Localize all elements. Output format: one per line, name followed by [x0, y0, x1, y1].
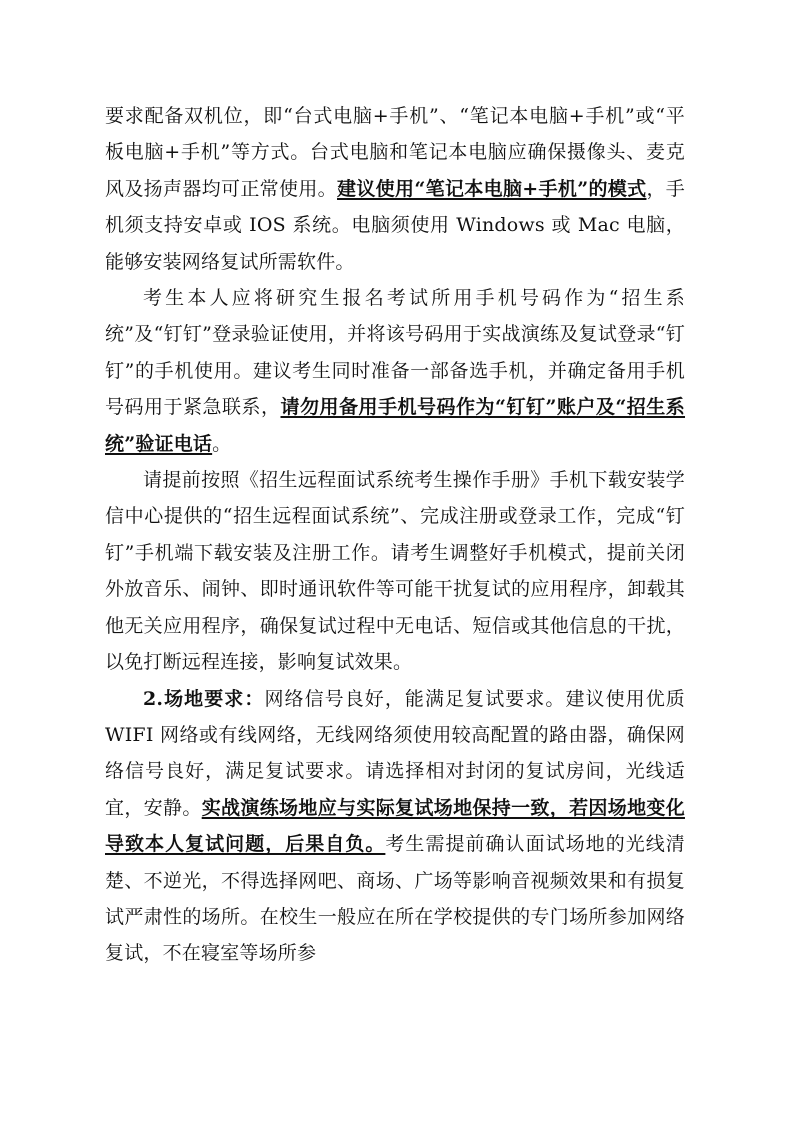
text-run: 要求配备双机位，即“台式电脑+手机”、“笔记本电脑+手机”或“平板电脑+手机”等方式。台式电脑和笔记本电脑应确保摄像头、麦克风及扬声器均可正常使用。	[105, 105, 685, 200]
emphasis-laptop-phone-mode: 建议使用“笔记本电脑+手机”的模式	[337, 177, 647, 200]
paragraph-venue-requirements	[105, 681, 685, 972]
text-run: ，手机须支持安卓或 IOS 系统。电脑须使用 Windows 或 Mac 电脑，能够安装网络复试所需软件。	[105, 177, 686, 273]
paragraph-device-requirements	[105, 98, 685, 280]
section-heading-venue: 2.场地要求：	[143, 687, 265, 710]
text-run: 。	[212, 432, 232, 455]
emphasis-venue-consistency: 实战演练场地应与实际复试场地保持一致，若因场地变化导致本人复试问题，后果自负。	[105, 796, 685, 856]
text-run: 网络信号良好，能满足复试要求。建议使用优质 WIFI 网络或有线网络，无线网络须使用较高配置的路由器，确保网络信号良好，满足复试要求。请选择相对封闭的复试房间，光线适宜，安静。	[105, 687, 685, 819]
text-run: 考生本人应将研究生报名考试所用手机号码作为“招生系统”及“钉钉”登录验证使用，并将该号码用于实战演练及复试登录“钉钉”的手机使用。建议考生同时准备一部备选手机，并确定备用手机号码用于紧急联系，	[105, 287, 685, 419]
text-run: 考生需提前确认面试场地的光线清楚、不逆光，不得选择网吧、商场、广场等影响音视频效果和有损复试严肃性的场所。在校生一般应在所在学校提供的专门场所参加网络复试，不在寝室等场所参	[105, 833, 685, 965]
document-page	[105, 98, 685, 972]
paragraph-software-install	[105, 462, 685, 680]
text-run: 请提前按照《招生远程面试系统考生操作手册》手机下载安装学信中心提供的“招生远程面试系统”、完成注册或登录工作，完成“钉钉”手机端下载安装及注册工作。请考生调整好手机模式，提前关闭外放音乐、闹钟、即时通讯软件等可能干扰复试的应用程序，卸载其他无关应用程序，确保复试过程中无电话、短信或其他信息的干扰，以免打断远程连接，影响复试效果。	[105, 469, 685, 674]
emphasis-backup-phone-warning: 请勿用备用手机号码作为“钉钉”账户及“招生系统”验证电话	[105, 396, 686, 455]
paragraph-phone-number	[105, 280, 685, 462]
